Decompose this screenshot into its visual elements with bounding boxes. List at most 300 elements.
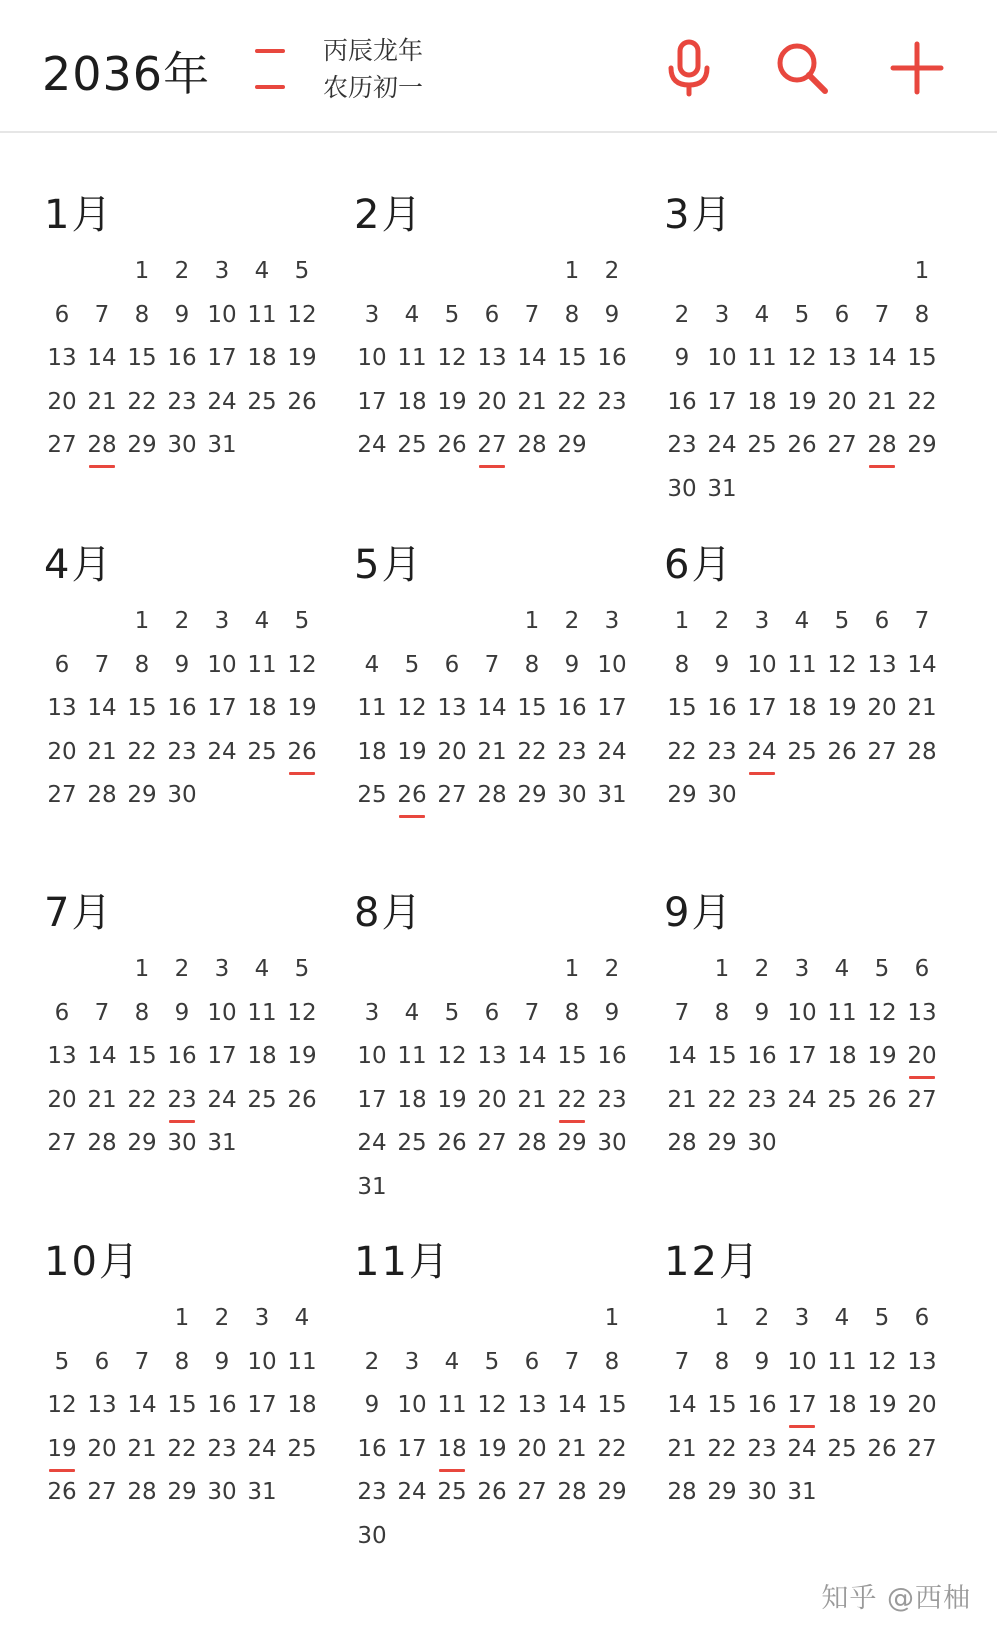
day-cell[interactable]: 14: [517, 1043, 547, 1069]
day-cell[interactable]: 2: [604, 956, 620, 982]
day-cell[interactable]: 26: [287, 1086, 317, 1113]
day-cell[interactable]: 29: [517, 782, 547, 808]
day-cell[interactable]: 29: [707, 1130, 737, 1156]
day-cell[interactable]: 16: [557, 695, 587, 721]
day-cell[interactable]: 23: [597, 388, 627, 415]
day-cell[interactable]: 9: [174, 301, 190, 328]
day-cell[interactable]: 4: [834, 1305, 850, 1331]
day-cell[interactable]: 30: [167, 432, 197, 458]
day-cell[interactable]: 2: [214, 1305, 230, 1331]
day-cell[interactable]: 26: [47, 1479, 77, 1505]
day-cell[interactable]: 27: [47, 782, 77, 808]
day-cell[interactable]: 26: [287, 388, 317, 415]
day-cell[interactable]: 14: [667, 1392, 697, 1418]
day-cell[interactable]: 23: [667, 432, 697, 458]
day-cell[interactable]: 19: [287, 1043, 317, 1069]
day-cell[interactable]: 14: [477, 695, 507, 721]
highlighted-day[interactable]: 28: [82, 429, 122, 473]
day-cell[interactable]: 4: [794, 608, 810, 634]
month-2[interactable]: [352, 185, 652, 473]
day-cell[interactable]: 14: [517, 345, 547, 371]
day-cell[interactable]: 11: [287, 1348, 317, 1375]
day-cell[interactable]: 7: [524, 301, 540, 328]
day-cell[interactable]: 2: [754, 1305, 770, 1331]
day-cell[interactable]: 24: [707, 432, 737, 458]
day-cell[interactable]: 4: [364, 651, 380, 678]
day-cell[interactable]: 3: [214, 258, 230, 284]
day-cell[interactable]: 9: [714, 651, 730, 678]
day-cell[interactable]: 18: [827, 1043, 857, 1069]
day-cell[interactable]: 17: [747, 695, 777, 721]
day-cell[interactable]: 1: [134, 956, 150, 982]
day-cell[interactable]: 25: [247, 1086, 277, 1113]
day-cell[interactable]: 13: [907, 999, 937, 1026]
day-cell[interactable]: 4: [834, 956, 850, 982]
month-5[interactable]: [352, 535, 652, 823]
day-cell[interactable]: 1: [564, 258, 580, 284]
day-cell[interactable]: 7: [874, 301, 890, 328]
day-cell[interactable]: 18: [747, 388, 777, 415]
day-cell[interactable]: 13: [517, 1392, 547, 1418]
day-cell[interactable]: 8: [914, 301, 930, 328]
day-cell[interactable]: 14: [87, 1043, 117, 1069]
day-cell[interactable]: 2: [604, 258, 620, 284]
day-cell[interactable]: 24: [357, 1130, 387, 1156]
day-cell[interactable]: 7: [564, 1348, 580, 1375]
day-cell[interactable]: 30: [357, 1522, 387, 1549]
month-title[interactable]: 1月: [44, 192, 114, 238]
day-cell[interactable]: 1: [564, 956, 580, 982]
day-cell[interactable]: 27: [437, 782, 467, 808]
day-cell[interactable]: 29: [557, 432, 587, 458]
day-cell[interactable]: 30: [707, 782, 737, 808]
day-cell[interactable]: 3: [604, 608, 620, 634]
day-cell[interactable]: 13: [477, 1043, 507, 1069]
day-cell[interactable]: 30: [747, 1479, 777, 1505]
day-cell[interactable]: 4: [254, 956, 270, 982]
month-title[interactable]: 10月: [44, 1239, 141, 1285]
day-cell[interactable]: 13: [47, 345, 77, 371]
day-cell[interactable]: 8: [174, 1348, 190, 1375]
day-cell[interactable]: 25: [827, 1435, 857, 1462]
day-cell[interactable]: 5: [444, 999, 460, 1026]
day-cell[interactable]: 11: [827, 1348, 857, 1375]
day-cell[interactable]: 1: [714, 1305, 730, 1331]
day-cell[interactable]: 1: [524, 608, 540, 634]
day-cell[interactable]: 17: [207, 695, 237, 721]
day-cell[interactable]: 21: [517, 388, 547, 415]
day-cell[interactable]: 11: [747, 345, 777, 371]
day-cell[interactable]: 15: [707, 1392, 737, 1418]
day-cell[interactable]: 11: [247, 999, 277, 1026]
highlighted-day[interactable]: 27: [472, 429, 512, 473]
day-cell[interactable]: 1: [174, 1305, 190, 1331]
day-cell[interactable]: 10: [207, 651, 237, 678]
day-cell[interactable]: 5: [54, 1348, 70, 1375]
month-10[interactable]: [42, 1232, 342, 1520]
day-cell[interactable]: 6: [914, 1305, 930, 1331]
month-1[interactable]: [42, 185, 342, 473]
day-cell[interactable]: 26: [827, 738, 857, 765]
day-cell[interactable]: 28: [517, 1130, 547, 1156]
month-11[interactable]: [352, 1232, 652, 1563]
day-cell[interactable]: 10: [707, 345, 737, 371]
day-cell[interactable]: 22: [517, 738, 547, 765]
day-cell[interactable]: 23: [207, 1435, 237, 1462]
day-cell[interactable]: 25: [397, 432, 427, 458]
day-cell[interactable]: 13: [827, 345, 857, 371]
day-cell[interactable]: 22: [557, 388, 587, 415]
day-cell[interactable]: 7: [94, 651, 110, 678]
day-cell[interactable]: 16: [167, 345, 197, 371]
day-cell[interactable]: 1: [134, 608, 150, 634]
day-cell[interactable]: 25: [247, 388, 277, 415]
day-cell[interactable]: 10: [357, 345, 387, 371]
day-cell[interactable]: 15: [167, 1392, 197, 1418]
day-cell[interactable]: 10: [207, 999, 237, 1026]
day-cell[interactable]: 16: [667, 388, 697, 415]
day-cell[interactable]: 17: [207, 1043, 237, 1069]
day-cell[interactable]: 25: [747, 432, 777, 458]
day-cell[interactable]: 16: [357, 1435, 387, 1462]
day-cell[interactable]: 20: [477, 388, 507, 415]
month-title[interactable]: 2月: [354, 192, 424, 238]
day-cell[interactable]: 6: [834, 301, 850, 328]
day-cell[interactable]: 5: [294, 608, 310, 634]
day-cell[interactable]: 8: [134, 999, 150, 1026]
day-cell[interactable]: 15: [517, 695, 547, 721]
day-cell[interactable]: 27: [47, 1130, 77, 1156]
day-cell[interactable]: 1: [134, 258, 150, 284]
day-cell[interactable]: 24: [597, 738, 627, 765]
day-cell[interactable]: 5: [874, 956, 890, 982]
day-cell[interactable]: 1: [674, 608, 690, 634]
day-cell[interactable]: 3: [794, 956, 810, 982]
day-cell[interactable]: 2: [714, 608, 730, 634]
day-cell[interactable]: 25: [437, 1479, 467, 1505]
day-cell[interactable]: 31: [207, 1130, 237, 1156]
day-cell[interactable]: 15: [127, 1043, 157, 1069]
day-cell[interactable]: 25: [247, 738, 277, 765]
highlighted-day[interactable]: 17: [782, 1389, 822, 1433]
day-cell[interactable]: 17: [397, 1435, 427, 1462]
day-cell[interactable]: 14: [867, 345, 897, 371]
day-cell[interactable]: 22: [707, 1435, 737, 1462]
day-cell[interactable]: 24: [787, 1086, 817, 1113]
month-title[interactable]: 4月: [44, 542, 114, 588]
day-cell[interactable]: 17: [357, 388, 387, 415]
day-cell[interactable]: 8: [714, 999, 730, 1026]
day-cell[interactable]: 22: [707, 1086, 737, 1113]
day-cell[interactable]: 6: [484, 999, 500, 1026]
day-cell[interactable]: 29: [667, 782, 697, 808]
day-cell[interactable]: 18: [397, 1086, 427, 1113]
day-cell[interactable]: 27: [827, 432, 857, 458]
day-cell[interactable]: 17: [787, 1043, 817, 1069]
day-cell[interactable]: 23: [557, 738, 587, 765]
day-cell[interactable]: 2: [174, 608, 190, 634]
day-cell[interactable]: 2: [364, 1348, 380, 1375]
day-cell[interactable]: 28: [87, 1130, 117, 1156]
day-cell[interactable]: 5: [834, 608, 850, 634]
day-cell[interactable]: 12: [287, 999, 317, 1026]
day-cell[interactable]: 30: [167, 782, 197, 808]
day-cell[interactable]: 19: [437, 1086, 467, 1113]
day-cell[interactable]: 6: [54, 999, 70, 1026]
day-cell[interactable]: 14: [87, 695, 117, 721]
day-cell[interactable]: 20: [907, 1392, 937, 1418]
day-cell[interactable]: 16: [747, 1392, 777, 1418]
day-cell[interactable]: 18: [397, 388, 427, 415]
day-cell[interactable]: 31: [207, 432, 237, 458]
day-cell[interactable]: 20: [827, 388, 857, 415]
day-cell[interactable]: 7: [674, 999, 690, 1026]
month-title[interactable]: 8月: [354, 890, 424, 936]
month-title[interactable]: 6月: [664, 542, 734, 588]
day-cell[interactable]: 18: [357, 738, 387, 765]
day-cell[interactable]: 27: [907, 1086, 937, 1113]
day-cell[interactable]: 8: [134, 301, 150, 328]
day-cell[interactable]: 7: [674, 1348, 690, 1375]
day-cell[interactable]: 20: [477, 1086, 507, 1113]
day-cell[interactable]: 31: [707, 475, 737, 502]
day-cell[interactable]: 8: [564, 999, 580, 1026]
day-cell[interactable]: 31: [247, 1479, 277, 1505]
day-cell[interactable]: 30: [207, 1479, 237, 1505]
day-cell[interactable]: 6: [54, 651, 70, 678]
day-cell[interactable]: 26: [787, 432, 817, 458]
day-cell[interactable]: 21: [87, 1086, 117, 1113]
day-cell[interactable]: 16: [207, 1392, 237, 1418]
day-cell[interactable]: 20: [867, 695, 897, 721]
day-cell[interactable]: 8: [524, 651, 540, 678]
day-cell[interactable]: 9: [754, 999, 770, 1026]
day-cell[interactable]: 17: [247, 1392, 277, 1418]
month-8[interactable]: [352, 883, 652, 1214]
highlighted-day[interactable]: 28: [862, 429, 902, 473]
day-cell[interactable]: 8: [714, 1348, 730, 1375]
highlighted-day[interactable]: 24: [742, 736, 782, 780]
day-cell[interactable]: 18: [247, 1043, 277, 1069]
day-cell[interactable]: 18: [787, 695, 817, 721]
day-cell[interactable]: 21: [517, 1086, 547, 1113]
day-cell[interactable]: 29: [167, 1479, 197, 1505]
highlighted-day[interactable]: 26: [282, 736, 322, 780]
day-cell[interactable]: 7: [134, 1348, 150, 1375]
day-cell[interactable]: 14: [557, 1392, 587, 1418]
highlighted-day[interactable]: 26: [392, 779, 432, 823]
day-cell[interactable]: 29: [127, 432, 157, 458]
day-cell[interactable]: 19: [437, 388, 467, 415]
day-cell[interactable]: 28: [127, 1479, 157, 1505]
month-7[interactable]: [42, 883, 342, 1171]
day-cell[interactable]: 2: [174, 258, 190, 284]
day-cell[interactable]: 28: [667, 1479, 697, 1505]
day-cell[interactable]: 8: [134, 651, 150, 678]
day-cell[interactable]: 15: [557, 1043, 587, 1069]
day-cell[interactable]: 21: [907, 695, 937, 721]
day-cell[interactable]: 18: [247, 345, 277, 371]
day-cell[interactable]: 4: [294, 1305, 310, 1331]
day-cell[interactable]: 17: [357, 1086, 387, 1113]
day-cell[interactable]: 19: [787, 388, 817, 415]
day-cell[interactable]: 8: [604, 1348, 620, 1375]
day-cell[interactable]: 6: [914, 956, 930, 982]
day-cell[interactable]: 5: [444, 301, 460, 328]
day-cell[interactable]: 22: [127, 1086, 157, 1113]
day-cell[interactable]: 28: [667, 1130, 697, 1156]
day-cell[interactable]: 12: [867, 1348, 897, 1375]
day-cell[interactable]: 19: [287, 345, 317, 371]
day-cell[interactable]: 21: [557, 1435, 587, 1462]
day-cell[interactable]: 15: [557, 345, 587, 371]
day-cell[interactable]: 2: [564, 608, 580, 634]
day-cell[interactable]: 31: [597, 782, 627, 808]
day-cell[interactable]: 28: [477, 782, 507, 808]
day-cell[interactable]: 14: [87, 345, 117, 371]
day-cell[interactable]: 20: [517, 1435, 547, 1462]
day-cell[interactable]: 21: [867, 388, 897, 415]
day-cell[interactable]: 13: [907, 1348, 937, 1375]
day-cell[interactable]: 13: [437, 695, 467, 721]
day-cell[interactable]: 25: [287, 1435, 317, 1462]
highlighted-day[interactable]: 18: [432, 1433, 472, 1477]
day-cell[interactable]: 24: [207, 388, 237, 415]
day-cell[interactable]: 4: [444, 1348, 460, 1375]
day-cell[interactable]: 1: [604, 1305, 620, 1331]
month-12[interactable]: [662, 1232, 962, 1520]
day-cell[interactable]: 2: [174, 956, 190, 982]
day-cell[interactable]: 28: [557, 1479, 587, 1505]
month-title[interactable]: 5月: [354, 542, 424, 588]
day-cell[interactable]: 3: [404, 1348, 420, 1375]
day-cell[interactable]: 4: [254, 608, 270, 634]
day-cell[interactable]: 11: [247, 651, 277, 678]
day-cell[interactable]: 12: [437, 345, 467, 371]
day-cell[interactable]: 29: [127, 1130, 157, 1156]
day-cell[interactable]: 16: [707, 695, 737, 721]
voice-button[interactable]: [659, 38, 719, 98]
day-cell[interactable]: 27: [867, 738, 897, 765]
day-cell[interactable]: 11: [437, 1392, 467, 1418]
day-cell[interactable]: 23: [597, 1086, 627, 1113]
day-cell[interactable]: 26: [437, 432, 467, 458]
day-cell[interactable]: 12: [827, 651, 857, 678]
day-cell[interactable]: 5: [874, 1305, 890, 1331]
day-cell[interactable]: 11: [357, 695, 387, 721]
day-cell[interactable]: 13: [867, 651, 897, 678]
day-cell[interactable]: 1: [714, 956, 730, 982]
highlighted-day[interactable]: 19: [42, 1433, 82, 1477]
day-cell[interactable]: 14: [127, 1392, 157, 1418]
day-cell[interactable]: 14: [907, 651, 937, 678]
day-cell[interactable]: 16: [747, 1043, 777, 1069]
day-cell[interactable]: 21: [667, 1086, 697, 1113]
day-cell[interactable]: 6: [444, 651, 460, 678]
day-cell[interactable]: 27: [907, 1435, 937, 1462]
day-cell[interactable]: 21: [667, 1435, 697, 1462]
day-cell[interactable]: 3: [254, 1305, 270, 1331]
day-cell[interactable]: 29: [597, 1479, 627, 1505]
day-cell[interactable]: 22: [907, 388, 937, 415]
day-cell[interactable]: 5: [294, 258, 310, 284]
day-cell[interactable]: 23: [167, 388, 197, 415]
day-cell[interactable]: 9: [674, 345, 690, 371]
month-title[interactable]: 7月: [44, 890, 114, 936]
day-cell[interactable]: 21: [477, 738, 507, 765]
day-cell[interactable]: 27: [47, 432, 77, 458]
day-cell[interactable]: 22: [127, 388, 157, 415]
day-cell[interactable]: 29: [907, 432, 937, 458]
day-cell[interactable]: 10: [747, 651, 777, 678]
day-cell[interactable]: 26: [867, 1435, 897, 1462]
day-cell[interactable]: 19: [287, 695, 317, 721]
day-cell[interactable]: 11: [787, 651, 817, 678]
day-cell[interactable]: 10: [357, 1043, 387, 1069]
day-cell[interactable]: 15: [127, 695, 157, 721]
day-cell[interactable]: 23: [747, 1086, 777, 1113]
day-cell[interactable]: 30: [167, 1130, 197, 1156]
day-cell[interactable]: 15: [907, 345, 937, 371]
day-cell[interactable]: 3: [214, 956, 230, 982]
day-cell[interactable]: 9: [564, 651, 580, 678]
day-cell[interactable]: 2: [674, 301, 690, 328]
day-cell[interactable]: 22: [667, 738, 697, 765]
day-cell[interactable]: 24: [207, 738, 237, 765]
day-cell[interactable]: 12: [867, 999, 897, 1026]
day-cell[interactable]: 9: [174, 651, 190, 678]
day-cell[interactable]: 11: [397, 345, 427, 371]
day-cell[interactable]: 6: [94, 1348, 110, 1375]
day-cell[interactable]: 24: [357, 432, 387, 458]
day-cell[interactable]: 4: [404, 301, 420, 328]
day-cell[interactable]: 7: [484, 651, 500, 678]
day-cell[interactable]: 12: [477, 1392, 507, 1418]
day-cell[interactable]: 27: [87, 1479, 117, 1505]
day-cell[interactable]: 13: [47, 1043, 77, 1069]
day-cell[interactable]: 9: [174, 999, 190, 1026]
day-cell[interactable]: 20: [47, 388, 77, 415]
day-cell[interactable]: 25: [397, 1130, 427, 1156]
day-cell[interactable]: 1: [914, 258, 930, 284]
day-cell[interactable]: 9: [754, 1348, 770, 1375]
day-cell[interactable]: 15: [597, 1392, 627, 1418]
day-cell[interactable]: 3: [214, 608, 230, 634]
day-cell[interactable]: 28: [87, 782, 117, 808]
day-cell[interactable]: 10: [207, 301, 237, 328]
day-cell[interactable]: 12: [787, 345, 817, 371]
day-cell[interactable]: 15: [667, 695, 697, 721]
day-cell[interactable]: 30: [597, 1130, 627, 1156]
day-cell[interactable]: 27: [477, 1130, 507, 1156]
month-title[interactable]: 12月: [664, 1239, 761, 1285]
day-cell[interactable]: 22: [597, 1435, 627, 1462]
day-cell[interactable]: 23: [357, 1479, 387, 1505]
day-cell[interactable]: 12: [47, 1392, 77, 1418]
month-title[interactable]: 9月: [664, 890, 734, 936]
day-cell[interactable]: 3: [364, 999, 380, 1026]
day-cell[interactable]: 12: [397, 695, 427, 721]
day-cell[interactable]: 23: [747, 1435, 777, 1462]
day-cell[interactable]: 13: [87, 1392, 117, 1418]
day-cell[interactable]: 16: [167, 695, 197, 721]
day-cell[interactable]: 14: [667, 1043, 697, 1069]
day-cell[interactable]: 20: [47, 1086, 77, 1113]
day-cell[interactable]: 5: [404, 651, 420, 678]
day-cell[interactable]: 18: [247, 695, 277, 721]
day-cell[interactable]: 6: [54, 301, 70, 328]
month-9[interactable]: [662, 883, 962, 1171]
